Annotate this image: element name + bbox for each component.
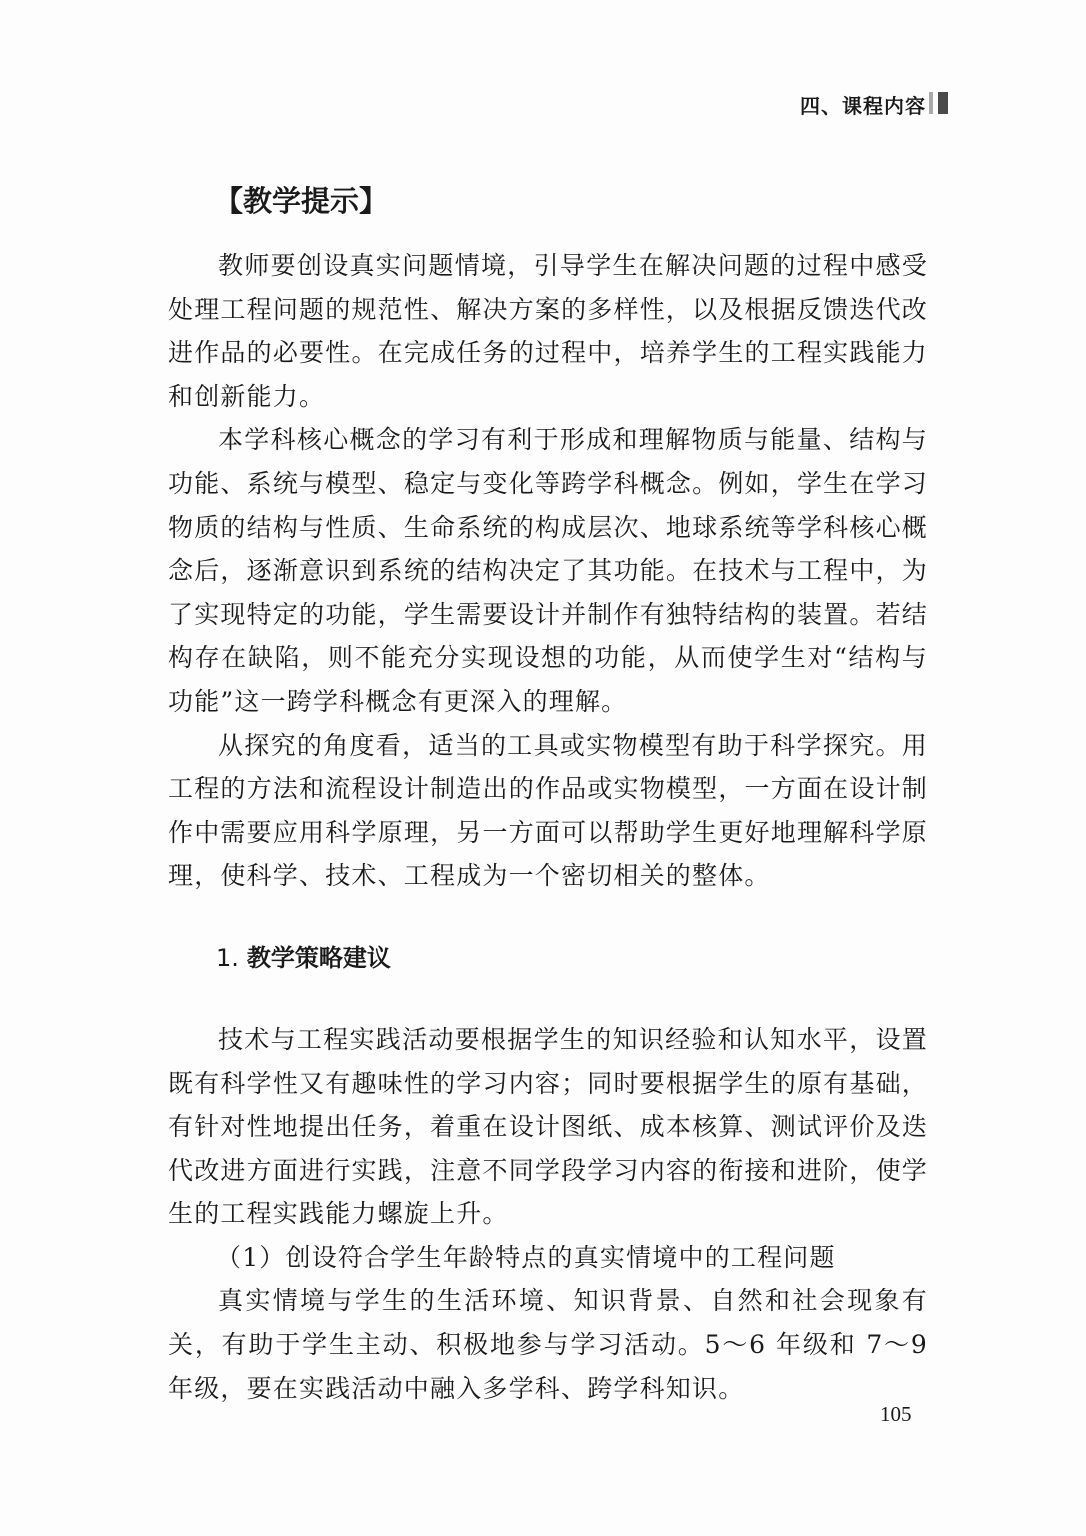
paragraph: 教师要创设真实问题情境，引导学生在解决问题的过程中感受处理工程问题的规范性、解决方案的多样性，以及根据反馈迭代改进作品的必要性。在完成任务的过程中，培养学生的工程实践能力和创新能力。 [168, 251, 928, 411]
page-body [168, 176, 928, 1410]
running-header: 四、课程内容 [800, 94, 926, 118]
subsection-heading [216, 938, 928, 978]
paragraph: 真实情境与学生的生活环境、知识背景、自然和社会现象有关，有助于学生主动、积极地参与学习活动。5～6 年级和 7～9 年级，要在实践活动中融入多学科、跨学科知识。 [168, 1286, 928, 1403]
paragraph: 本学科核心概念的学习有利于形成和理解物质与能量、结构与功能、系统与模型、稳定与变化等跨学科概念。例如，学生在学习物质的结构与性质、生命系统的构成层次、地球系统等学科核心概念后，逐渐意识到系统的结构决定了其功能。在技术与工程中，为了实现特定的功能，学生需要设计并制作有独特结构的装置。若结构存在缺陷，则不能充分实现设想的功能，从而使学生对“结构与功能”这一跨学科概念有更深入的理解。 [168, 425, 928, 716]
paragraph: 技术与工程实践活动要根据学生的知识经验和认知水平，设置既有科学性又有趣味性的学习内容；同时要根据学生的原有基础，有针对性地提出任务，着重在设计图纸、成本核算、测试评价及迭代改进方面进行实践，注意不同学段学习内容的衔接和进阶，使学生的工程实践能力螺旋上升。 [168, 1024, 928, 1229]
subsection-number: 1. [216, 943, 239, 972]
item-heading: （1）创设符合学生年龄特点的真实情境中的工程问题 [216, 1242, 836, 1272]
subsection-title: 教学策略建议 [246, 943, 391, 972]
page-number: 105 [880, 1402, 912, 1426]
paragraph: 从探究的角度看，适当的工具或实物模型有助于科学探究。用工程的方法和流程设计制造出的作品或实物模型，一方面在设计制作中需要应用科学原理，另一方面可以帮助学生更好地理解科学原理，使科学、技术、工程成为一个密切相关的整体。 [168, 730, 928, 891]
header-bar-thin [929, 92, 933, 114]
section-title: 【教学提示】 [214, 184, 389, 218]
header-bar-marker-icon [929, 92, 951, 114]
header-bar-thick [938, 92, 948, 114]
